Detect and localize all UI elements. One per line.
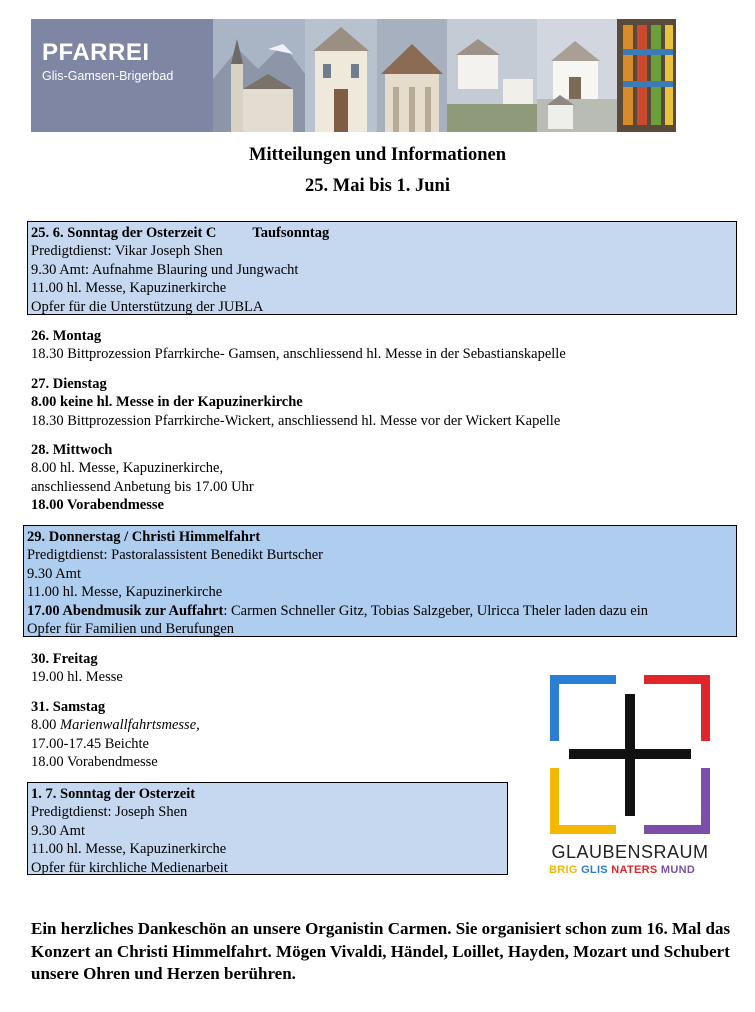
saturday-31-block [31,698,200,772]
sunday-1-line: Predigtdienst: Joseph Shen [31,804,188,821]
logo-blue-side [550,675,559,741]
brand-panel [31,19,213,132]
header-banner [31,19,676,132]
saturday-31-pilgrimage: Marienwallfahrtsmesse, [60,717,200,734]
logo-red-side [701,675,710,741]
sunday-25-heading [31,224,736,242]
thursday-29-music-detail: : Carmen Schneller Gitz, Tobias Salzgeber, Ulricca Theler laden dazu ein [223,602,648,619]
tuesday-27-notice: 8.00 keine hl. Messe in der Kapuzinerkirche [31,394,303,411]
cross-mark-icon [545,672,715,837]
church-photo-collage [213,19,676,132]
sunday-1-line: 9.30 Amt [31,822,85,839]
logo-city-brig: BRIG [549,864,578,876]
logo-city-glis: GLIS [581,864,608,876]
sunday-1-line: Opfer für kirchliche Medienarbeit [31,859,228,876]
sunday-25-tag: Taufsonntag [252,225,330,241]
logo-wordmark: GLAUBENSRAUM [551,842,709,862]
logo-city-naters: NATERS [611,864,658,876]
tuesday-27-block [31,375,560,430]
saturday-31-line: 17.00-17.45 Beichte [31,735,149,752]
logo-purple-bottom [644,825,710,834]
monday-26-block [31,327,566,364]
thursday-29-line: 11.00 hl. Messe, Kapuzinerkirche [27,584,223,601]
wednesday-28-evening: 18.00 Vorabendmesse [31,497,164,514]
saturday-31-line: 18.00 Vorabendmesse [31,754,158,771]
logo-city-mund: MUND [660,864,696,876]
sunday-25-line: 11.00 hl. Messe, Kapuzinerkirche [31,280,227,297]
thursday-29-line: Opfer für Familien und Berufungen [27,621,234,638]
thursday-29-music [27,602,736,620]
friday-30-heading: 30. Freitag [31,651,98,667]
saturday-31-line [31,716,200,734]
wednesday-28-line: anschliessend Anbetung bis 17.00 Uhr [31,478,254,495]
brand-title: PFARREI [42,39,150,66]
saturday-31-time: 8.00 [31,717,60,734]
sunday-25-line: Predigtdienst: Vikar Joseph Shen [31,243,223,260]
sunday-25-title: 25. 6. Sonntag der Osterzeit C [31,225,217,241]
monday-26-line: 18.30 Bittprozession Pfarrkirche- Gamsen, anschliessend hl. Messe in der Sebastianskapelle [31,346,566,363]
logo-yellow-side [550,768,559,834]
wednesday-28-block [31,441,254,515]
thursday-29-music-title: 17.00 Abendmusik zur Auffahrt [27,602,224,619]
friday-30-line: 19.00 hl. Messe [31,669,123,686]
thursday-29-line: 9.30 Amt [27,565,81,582]
page-title: Mitteilungen und Informationen [249,145,506,165]
sunday-1-box [27,782,508,875]
wednesday-28-line: 8.00 hl. Messe, Kapuzinerkirche, [31,460,224,477]
logo-blue-top [550,675,616,684]
monday-26-heading: 26. Montag [31,328,102,344]
thursday-29-line: Predigtdienst: Pastoralassistent Benedikt Burtscher [27,547,323,564]
sunday-1-heading: 1. 7. Sonntag der Osterzeit [31,786,196,802]
logo-cross-horizontal [569,749,691,759]
sunday-25-line: Opfer für die Unterstützung der JUBLA [31,298,264,315]
thursday-29-heading: 29. Donnerstag / Christi Himmelfahrt [27,529,261,545]
sunday-25-line: 9.30 Amt: Aufnahme Blauring und Jungwacht [31,261,299,278]
tuesday-27-line: 18.30 Bittprozession Pfarrkirche-Wickert, anschliessend hl. Messe vor der Wickert Kapelle [31,412,561,429]
brand-subtitle: Glis-Gamsen-Brigerbad [42,69,174,83]
thursday-29-box [23,525,737,637]
sunday-25-box [27,221,737,315]
logo-cities [549,864,719,876]
wednesday-28-heading: 28. Mittwoch [31,442,113,458]
logo-yellow-bottom [550,825,616,834]
logo-purple-side [701,768,710,834]
tuesday-27-heading: 27. Dienstag [31,376,107,392]
page-subtitle: 25. Mai bis 1. Juni [305,176,450,196]
saturday-31-heading: 31. Samstag [31,699,106,715]
closing-message: Ein herzliches Dankeschön an unsere Organistin Carmen. Sie organisiert schon zum 16. Mal das Konzert an Christi Himmelfahrt. Mögen Vivaldi, Händel, Loillet, Hayden, Mozart und Schubert unsere Ohren und Herzen berühren. [31,919,731,983]
logo-red-top [644,675,710,684]
friday-30-block [31,650,123,687]
glaubensraum-logo [545,672,715,882]
sunday-1-line: 11.00 hl. Messe, Kapuzinerkirche [31,841,227,858]
